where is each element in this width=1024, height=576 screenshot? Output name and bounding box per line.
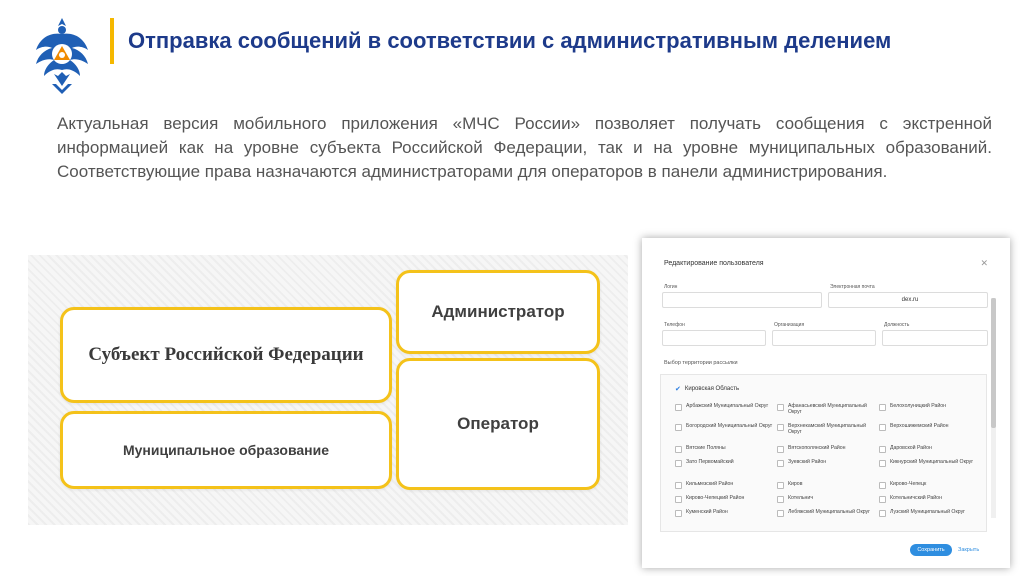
checkmark-icon: ✔ bbox=[675, 386, 681, 393]
edit-user-screenshot bbox=[642, 238, 1010, 568]
organization-label: Организация bbox=[774, 322, 805, 328]
position-input[interactable] bbox=[882, 330, 988, 346]
region-checkbox[interactable]: Афанасьевский Муниципальный Округ bbox=[777, 403, 877, 415]
region-checkbox[interactable]: Котельнич bbox=[777, 495, 877, 503]
region-checkbox[interactable]: Верхошижемский Район bbox=[879, 423, 979, 431]
scrollbar-thumb[interactable] bbox=[991, 298, 996, 428]
intro-paragraph: Актуальная версия мобильного приложения «МЧС России» позволяет получать сообщения с экстренной информацией как на уровне субъекта Российской Федерации, так и на уровне муниципальных образований. Соответствующие права назначаются администраторами для операторов в панели администрирования. bbox=[57, 114, 992, 181]
region-checkbox[interactable]: Кирово-Чепецкий Район bbox=[675, 495, 775, 503]
root-region-checkbox[interactable] bbox=[675, 385, 739, 393]
region-checkbox[interactable]: Вятские Поляны bbox=[675, 445, 775, 453]
administrator-box: Администратор bbox=[396, 270, 600, 354]
login-label: Логин bbox=[664, 284, 678, 290]
page-title: Отправка сообщений в соответствии с административным делением bbox=[128, 28, 892, 53]
region-checkbox[interactable]: Даровской Район bbox=[879, 445, 979, 453]
region-checkbox[interactable]: Арбажский Муниципальный Округ bbox=[675, 403, 775, 411]
email-input[interactable]: dex.ru bbox=[828, 292, 988, 308]
operator-box: Оператор bbox=[396, 358, 600, 490]
edit-user-dialog bbox=[650, 246, 1000, 562]
email-label: Электронная почта bbox=[830, 284, 875, 290]
position-label: Должность bbox=[884, 322, 910, 328]
territory-list bbox=[660, 374, 987, 532]
region-checkbox[interactable]: Верхнекамский Муниципальный Округ bbox=[777, 423, 877, 435]
region-checkbox[interactable]: Кильмезский Район bbox=[675, 481, 775, 489]
login-input[interactable] bbox=[662, 292, 822, 308]
phone-label: Телефон bbox=[664, 322, 685, 328]
region-checkbox[interactable]: Лузский Муниципальный Округ bbox=[879, 509, 979, 517]
close-icon[interactable]: ✕ bbox=[980, 258, 988, 268]
organization-input[interactable] bbox=[772, 330, 876, 346]
region-checkbox[interactable]: Куменский Район bbox=[675, 509, 775, 517]
subject-federation-box: Субъект Российской Федерации bbox=[60, 307, 392, 403]
region-checkbox[interactable]: Белохолуницкий Район bbox=[879, 403, 979, 411]
region-checkbox[interactable]: Богородский Муниципальный Округ bbox=[675, 423, 775, 431]
region-checkbox[interactable]: Зуевский Район bbox=[777, 459, 877, 467]
title-accent-bar bbox=[110, 18, 114, 64]
dialog-title: Редактирование пользователя bbox=[664, 260, 764, 267]
region-checkbox[interactable]: Киров bbox=[777, 481, 877, 489]
region-checkbox[interactable]: Кикнурский Муниципальный Округ bbox=[879, 459, 979, 467]
emchs-emblem-logo bbox=[30, 14, 94, 96]
region-checkbox[interactable]: Котельничский Район bbox=[879, 495, 979, 503]
region-checkbox[interactable]: Вятскополянский Район bbox=[777, 445, 877, 453]
close-button[interactable]: Закрыть bbox=[958, 547, 980, 553]
municipal-box: Муниципальное образование bbox=[60, 411, 392, 489]
root-region-label: Кировская Область bbox=[684, 386, 740, 392]
region-checkbox[interactable]: Кирово-Чепецк bbox=[879, 481, 979, 489]
save-button[interactable]: Сохранить bbox=[910, 544, 952, 556]
territory-label: Выбор территории рассылки bbox=[664, 360, 738, 366]
region-checkbox[interactable]: Лебяжский Муниципальный Округ bbox=[777, 509, 877, 517]
region-checkbox[interactable]: Зато Первомайский bbox=[675, 459, 775, 467]
phone-input[interactable] bbox=[662, 330, 766, 346]
